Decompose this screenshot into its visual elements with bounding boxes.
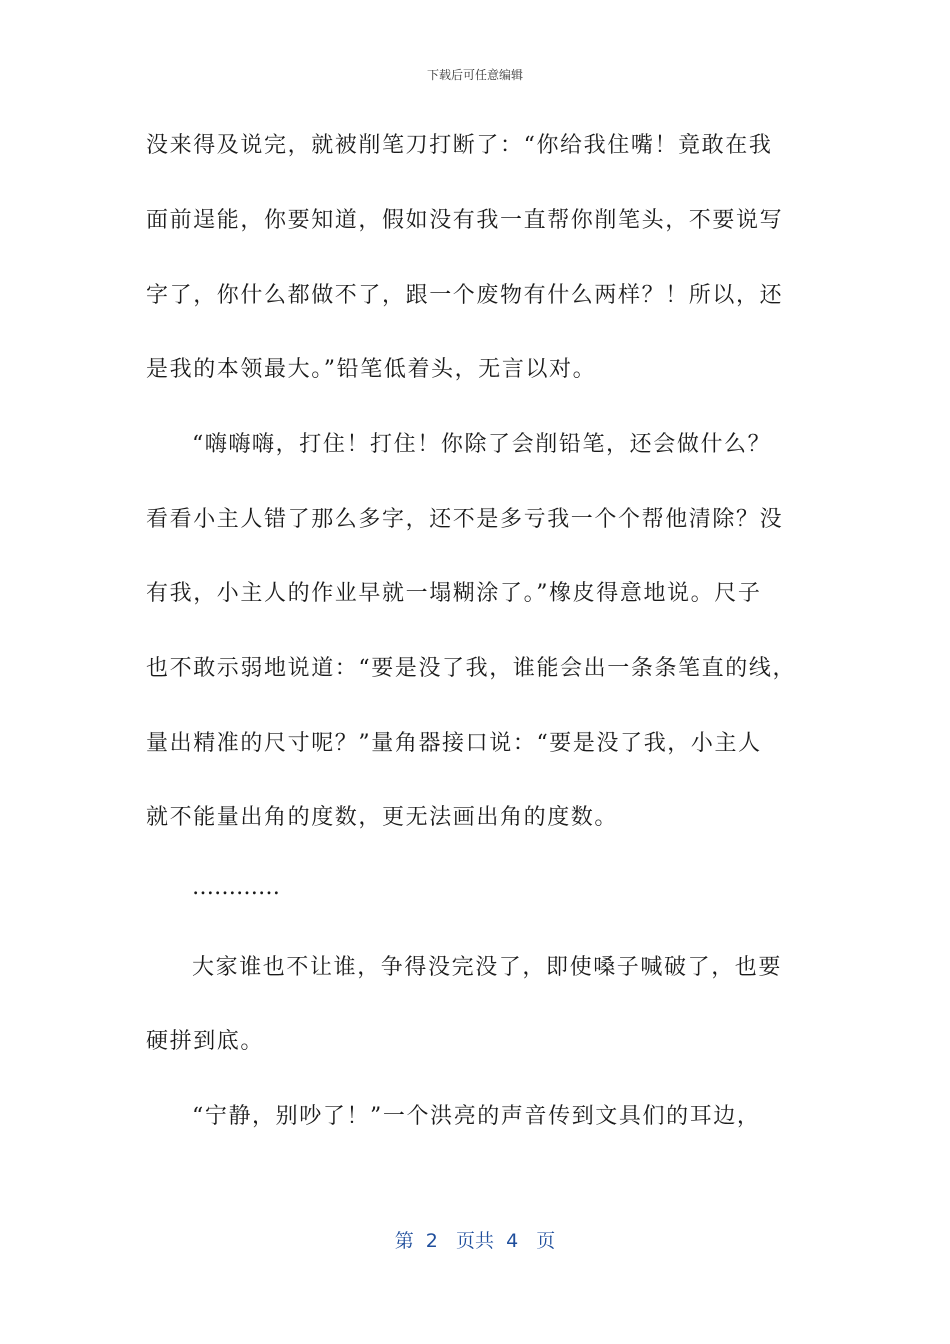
paragraph-line: 也不敢示弱地说道：“要是没了我，谁能会出一条条笔直的线，	[146, 656, 797, 681]
paragraph-line: 就不能量出角的度数，更无法画出角的度数。	[146, 805, 619, 830]
paragraph-line: 面前逞能，你要知道，假如没有我一直帮你削笔头，不要说写	[146, 208, 784, 233]
paragraph-line: 硬拼到底。	[146, 1029, 265, 1054]
paragraph-line: 量出精准的尺寸呢？”量角器接口说：“要是没了我，小主人	[146, 731, 762, 756]
header-note: 下载后可任意编辑	[426, 68, 523, 82]
paragraph-line: 字了，你什么都做不了，跟一个废物有什么两样？！所以，还	[146, 283, 784, 308]
page-number-footer: 第 2 页共 4 页	[394, 1230, 556, 1252]
paragraph-line: 是我的本领最大。”铅笔低着头，无言以对。	[146, 357, 597, 382]
paragraph-line: 有我，小主人的作业早就一塌糊涂了。”橡皮得意地说。尺子	[146, 581, 762, 606]
paragraph-line: 没来得及说完，就被削笔刀打断了：“你给我住嘴！竟敢在我	[146, 133, 773, 158]
paragraph-line: “宁静，别吵了！”一个洪亮的声音传到文具们的耳边，	[192, 1104, 761, 1129]
paragraph-line: “嗨嗨嗨，打住！打住！你除了会削铅笔，还会做什么？	[192, 432, 772, 457]
paragraph-line: 大家谁也不让谁，争得没完没了，即使嗓子喊破了，也要	[192, 955, 783, 980]
ellipsis-line: …………	[192, 875, 280, 900]
paragraph-line: 看看小主人错了那么多字，还不是多亏我一个个帮他清除？没	[146, 507, 784, 532]
